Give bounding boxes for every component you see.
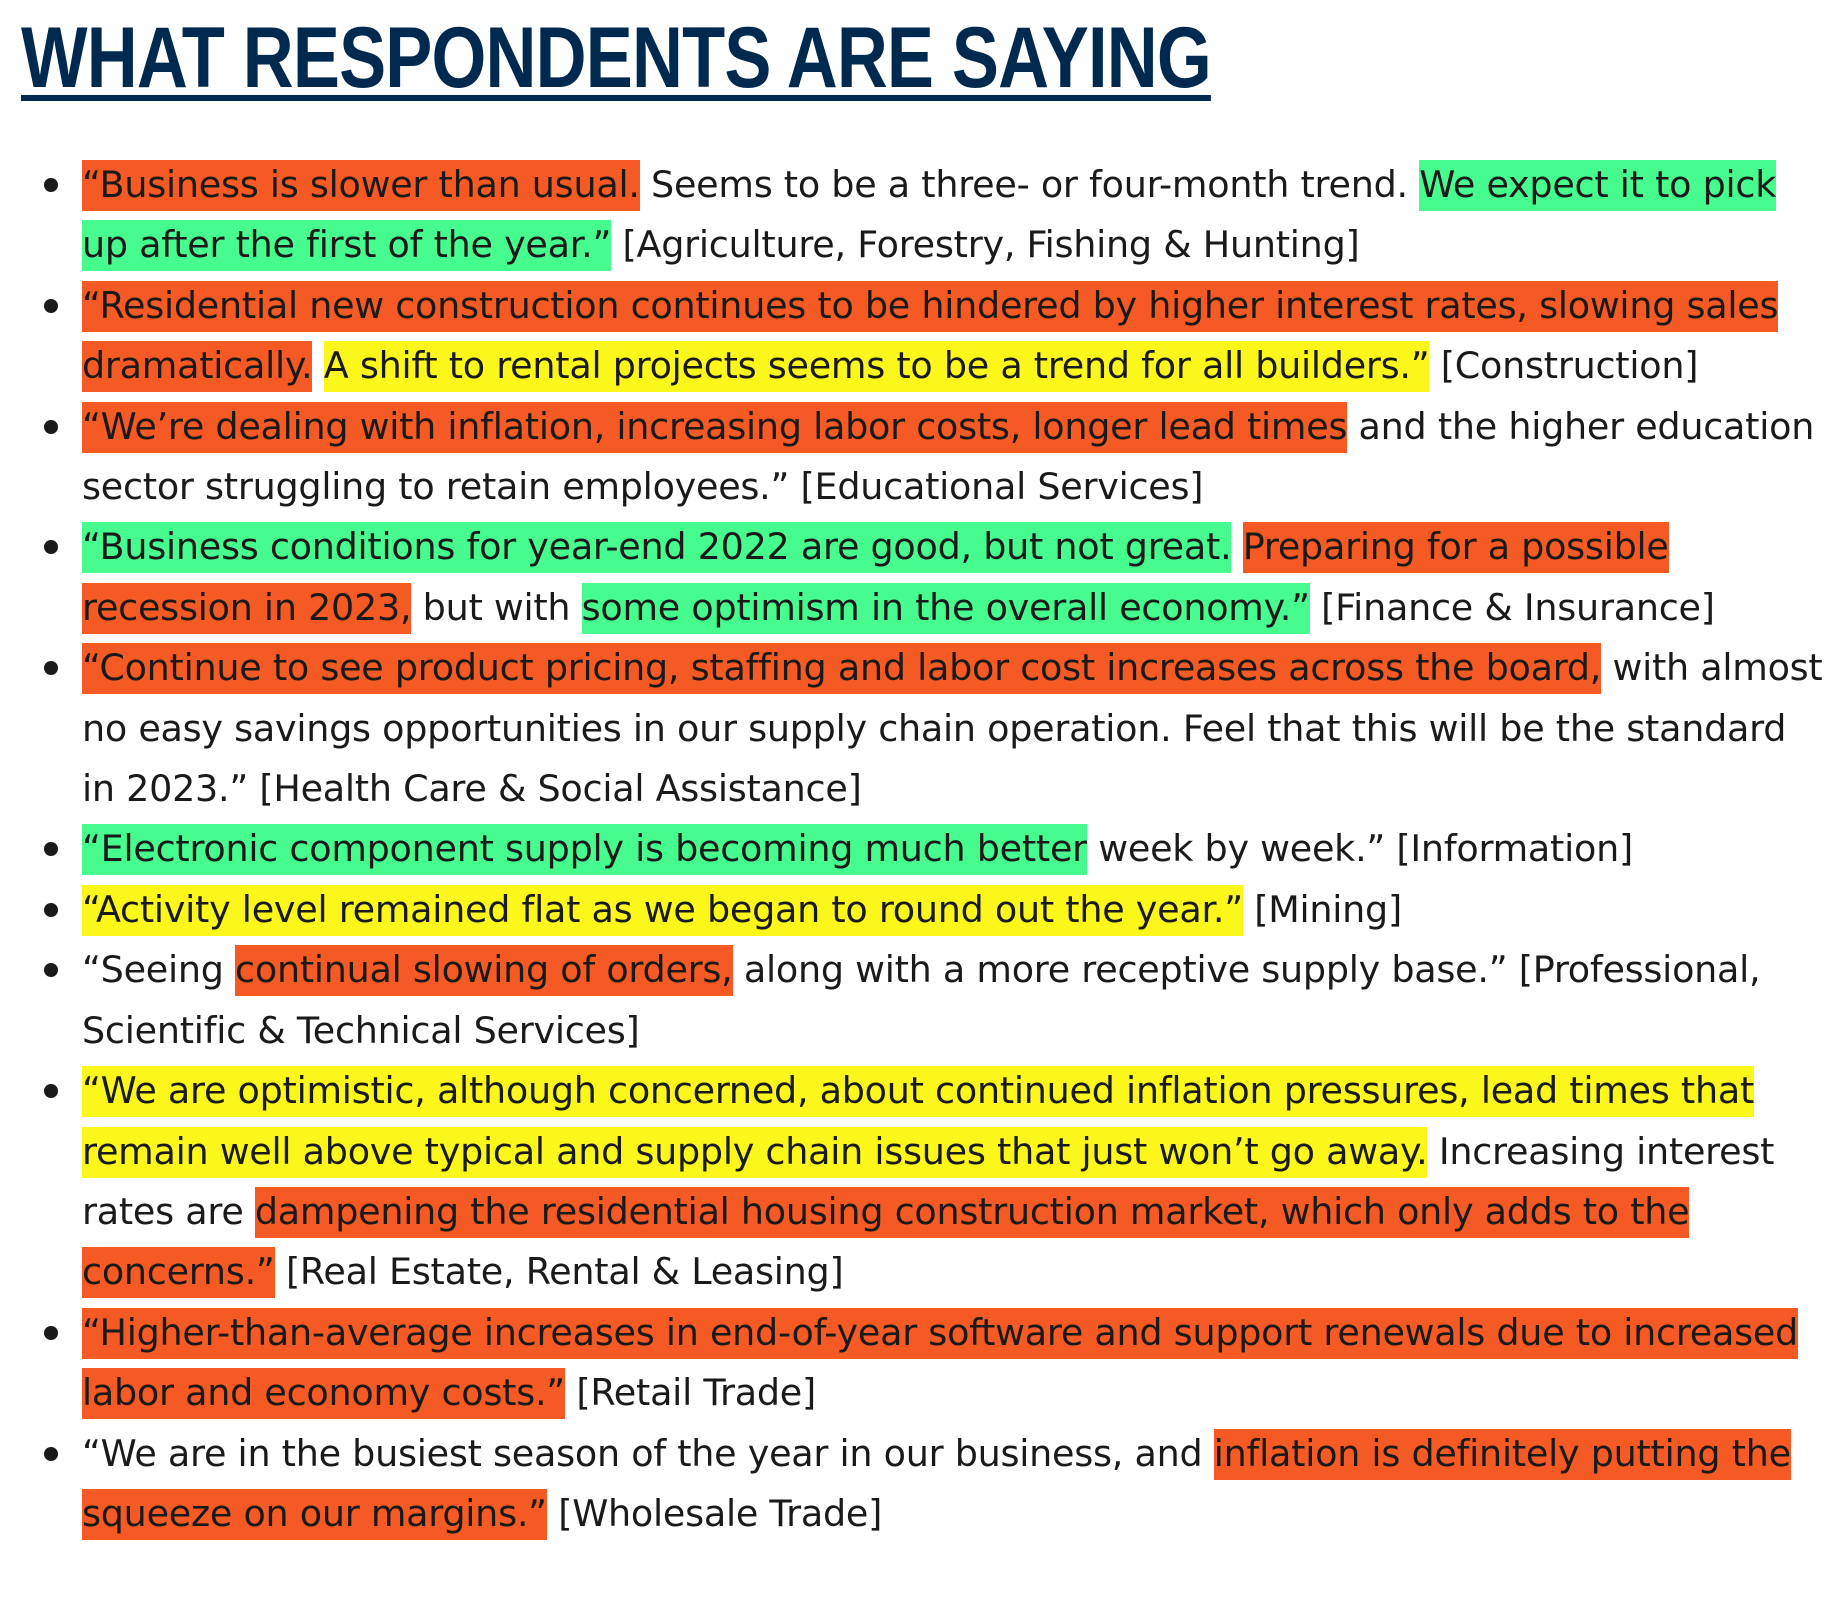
highlighted-text-yellow: A shift to rental projects seems to be a trend for all builders.” bbox=[324, 341, 1430, 392]
comment-text bbox=[1231, 522, 1242, 573]
respondent-comments-list bbox=[0, 155, 1830, 1544]
comment-text: “We are in the busiest season of the year in our business, and bbox=[82, 1431, 1214, 1475]
highlighted-text-red: “Higher-than-average increases in end-of-year software and support renewals due to increased labor and economy costs.” bbox=[82, 1308, 1798, 1419]
bullet-icon bbox=[44, 420, 58, 434]
comment-text: [Wholesale Trade] bbox=[546, 1491, 883, 1535]
highlighted-text-red: continual slowing of orders, bbox=[235, 945, 732, 996]
highlighted-text-red: Preparing for a possible recession in 2023, bbox=[82, 522, 1669, 633]
highlighted-text-yellow: “Activity level remained flat as we began to round out the year.” bbox=[82, 885, 1243, 936]
comment-item bbox=[0, 940, 1830, 1061]
bullet-icon bbox=[44, 963, 58, 977]
comment-item bbox=[0, 880, 1830, 940]
comment-text: [Finance & Insurance] bbox=[1309, 585, 1715, 629]
highlighted-text-green: We expect it to pick up after the first of the year.” bbox=[82, 160, 1776, 271]
comment-text bbox=[312, 341, 323, 392]
comment-text: “Seeing bbox=[82, 948, 236, 992]
comment-item bbox=[0, 638, 1830, 819]
highlighted-text-red: “We’re dealing with inflation, increasing labor costs, longer lead times bbox=[82, 402, 1347, 453]
bullet-icon bbox=[44, 540, 58, 554]
comment-item bbox=[0, 155, 1830, 276]
comment-item bbox=[0, 397, 1830, 518]
comment-text: and the higher education sector struggling to retain employees.” [Educational Services] bbox=[82, 404, 1815, 509]
highlighted-text-red: “Continue to see product pricing, staffing and labor cost increases across the board, bbox=[82, 643, 1601, 694]
comment-text: but with bbox=[411, 585, 582, 629]
comment-item bbox=[0, 1424, 1830, 1545]
highlighted-text-yellow: “We are optimistic, although concerned, about continued inflation pressures, lead times that remain well above typical and supply chain issues that just won’t go away. bbox=[82, 1066, 1754, 1177]
bullet-icon bbox=[44, 299, 58, 313]
highlighted-text-red: inflation is definitely putting the squeeze on our margins.” bbox=[82, 1429, 1791, 1540]
highlighted-text-green: “Business conditions for year-end 2022 are good, but not great. bbox=[82, 522, 1231, 573]
highlighted-text-red: “Residential new construction continues to be hindered by higher interest rates, slowing sales dramatically. bbox=[82, 281, 1778, 392]
bullet-icon bbox=[44, 1326, 58, 1340]
bullet-icon bbox=[44, 178, 58, 192]
highlighted-text-green: some optimism in the overall economy.” bbox=[582, 583, 1310, 634]
comment-text: [Mining] bbox=[1242, 887, 1402, 931]
comment-text: [Agriculture, Forestry, Fishing & Hunting] bbox=[611, 223, 1360, 267]
comment-text: Seems to be a three- or four-month trend. bbox=[639, 163, 1420, 206]
comment-text: with almost no easy savings opportunities in our supply chain operation. Feel that this will be the standard in 2023.” [Health Care & Social Assistance] bbox=[82, 646, 1823, 811]
bullet-icon bbox=[44, 1447, 58, 1461]
comment-item bbox=[0, 1303, 1830, 1424]
comment-text: along with a more receptive supply base.” [Professional, Scientific & Technical Services] bbox=[82, 948, 1761, 1052]
highlighted-text-red: dampening the residential housing construction market, which only adds to the concerns.” bbox=[82, 1187, 1689, 1298]
highlighted-text-green: “Electronic component supply is becoming much better bbox=[82, 824, 1087, 875]
comment-item bbox=[0, 1061, 1830, 1303]
highlighted-text-red: “Business is slower than usual. bbox=[82, 160, 640, 211]
comment-text: [Real Estate, Rental & Leasing] bbox=[274, 1250, 844, 1294]
bullet-icon bbox=[44, 1084, 58, 1098]
bullet-icon bbox=[44, 903, 58, 917]
page-title: WHAT RESPONDENTS ARE SAYING bbox=[21, 10, 1211, 106]
comment-text: Increasing interest rates are bbox=[82, 1129, 1775, 1233]
comment-text: [Retail Trade] bbox=[564, 1371, 816, 1415]
comment-item bbox=[0, 819, 1830, 879]
comment-text: [Construction] bbox=[1429, 344, 1699, 388]
comment-text: week by week.” [Information] bbox=[1086, 827, 1633, 871]
bullet-icon bbox=[44, 842, 58, 856]
bullet-icon bbox=[44, 661, 58, 675]
comment-item bbox=[0, 276, 1830, 397]
comment-item bbox=[0, 517, 1830, 638]
